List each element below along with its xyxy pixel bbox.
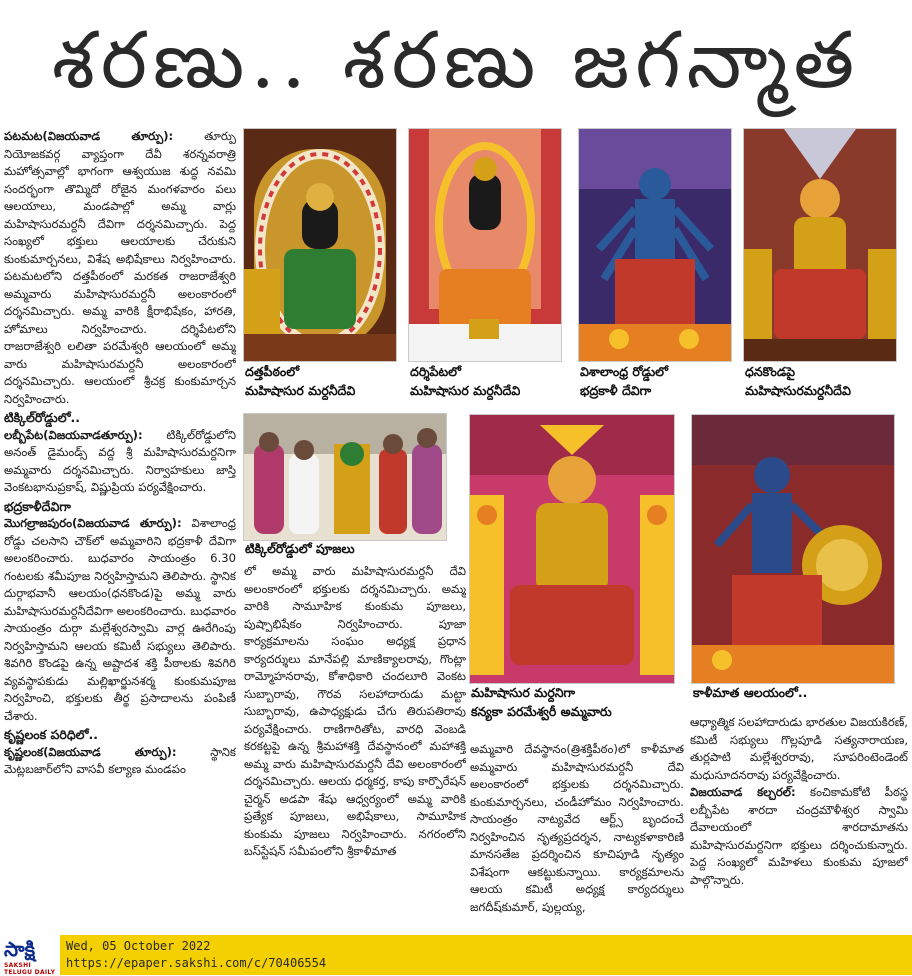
paragraph-text: అమ్మవారి దేవస్థానం(త్రిశక్తిపీఠం)లో కాళీమాత అమ్మవారు మహిషాసురమర్దనీ దేవి అలంకారంలో భక్తులకు దర్శనమిచ్చారు. కుంకుమార్చనలు, చండీహోమం నిర్వహించారు. సాయంత్రం నాట్యవేద ఆర్ట్స్ బృందంచే నిర్వహించిన నృత్యప్రదర్శన, నాట్యకళాకారిణి మానసతేజ ప్రదర్శించిన కూచిపూడి నృత్యం విశేషంగా ఆకట్టుకున్నాయి. కార్యక్రమాలను ఆలయ కమిటీ అధ్యక్ష కార్యదర్శులు జగదీష్‌కుమార్, పుల్లయ్య, xyxy=(470,742,684,914)
dateline: కృష్ణలంక(విజయవాడ తూర్పు): xyxy=(4,744,177,759)
photo-dhanakonda-goddess xyxy=(743,128,897,362)
caption-line: విశాలాంధ్ర రోడ్డులో xyxy=(580,364,669,379)
paragraph-text: లో అమ్మ వారు మహిషాసురమర్దనీ దేవి అలంకారంలో భక్తులకు దర్శనమిచ్చారు. అమ్మ వారికి సామూహిక కుంకుమ పూజలు, పుష్పాభిషేకం నిర్వహించారు. పూజా కార్యక్రమాలను సంఘం అధ్యక్ష ప్రధాన కార్యదర్శులు మానేపల్లి మాణిక్యాలరావు, గొంట్లా రామ్మోహనరావు, కోశాధికారి చందలూరి వెంకట సుబ్బారావు, గౌరవ సలహాదారుడు మట్టా సుబ్బారావు, ఉపాధ్యక్షుడు చేగు తిరుపతిరావు పర్యవేక్షించారు. రాణిగారితోట, వారధి వెంబడి కరకట్టపై ఉన్న శ్రీమహాశక్తి దేవస్థానంలో మహాశక్తి అమ్మ వారు మహిషాసురమర్దనీ దేవి అలంకారంలో దర్శనమిచ్చారు. ఆలయ ధర్మకర్త, కాపు కార్పొరేషన్ చైర్మన్ అడపా శేషు ఆధ్వర్యంలో అమ్మ వారికి ప్రత్యేక పూజలు, అభిషేకాలు, సామూహిక కుంకుమ పూజలు నిర్వహించారు. నగరంలోని బస్‌స్టేషన్ సమీపంలోని శ్రీకాళీమాత xyxy=(244,564,466,858)
photo-kanyaka-parameswari xyxy=(469,414,675,684)
paragraph-text: ఆధ్యాత్మిక సలహాదారుడు భారతుల విజయకిరణ్, కమిటీ సభ్యులు గొల్లపూడి సత్యనారాయణ, తుర్లపాటి మల్లేశ్వరరావు, సూపరింటెండెంట్ మధుసూదనరావు పర్యవేక్షించారు. xyxy=(690,715,908,782)
article-column-2 xyxy=(244,563,466,923)
article-column-3 xyxy=(470,741,684,926)
sakshi-logo xyxy=(0,935,60,975)
photo-caption xyxy=(245,362,395,400)
photo-tikkil-road-puja xyxy=(243,413,447,541)
footer-bar xyxy=(0,935,912,975)
caption-line: టిక్కిల్‌రోడ్డులో పూజలు xyxy=(245,541,355,556)
edition-date: Wed, 05 October 2022 xyxy=(66,939,211,953)
paragraph-text: కంచికామకోటి పీఠస్థ లబ్బీపేట శారదా చంద్రమౌళీశ్వర స్వామి దేవాలయంలో శారదామాతను మహిషాసురమర్దనిగా భక్తులు దర్శించుకున్నారు. పెద్ద సంఖ్యలో మహిళలు కుంకుమ పూజలో పాల్గొన్నారు. xyxy=(690,785,908,887)
article-paragraph xyxy=(4,427,236,497)
caption-line: దర్శిపేటలో xyxy=(410,364,461,379)
photo-kalimatha-temple xyxy=(691,414,895,684)
caption-line: కాళీమాత ఆలయంలో.. xyxy=(693,685,808,700)
photo-caption xyxy=(410,362,560,400)
goddess-image-icon xyxy=(409,129,561,361)
photo-caption xyxy=(693,683,893,702)
paragraph-text: విశాలాంధ్ర రోడ్డు చలసాని చౌక్‌లో అమ్మవారిని భద్రకాళీ దేవిగా అలంకరించారు. బుధవారం సాయంత్రం 6.30 గంటలకు శమీపూజ నిర్వహిస్తామని తెలిపారు. స్థానిక దుర్గాభవానీ ఆలయం(ధనకొండ)పై అమ్మ వారు మహిషాసురమర్దనీదేవిగా అలంకరించారు. బుధవారం సాయంత్రం దుర్గా మల్లేశ్వరస్వామి వార్ల ఊరేగింపు నిర్వహిస్తామని ఆలయ కమిటీ సభ్యులు తెలిపారు. శివగిరి కొండపై ఉన్న అష్టాదశ శక్తి పీఠాలకు శివగిరి వ్యవస్థాపకుడు మల్లిఖార్జునశర్మ కుంకుమపూజ నిర్వహించి, భక్తులకు తీర్థ ప్రసాదాలను పంపిణీ చేశారు. xyxy=(4,516,236,723)
paragraph-text: తూర్పు నియోజకవర్గ వ్యాప్తంగా దేవీ శరన్నవరాత్రి మహోత్సవాల్లో భాగంగా ఆశ్వయుజ శుద్ధ నవమి సందర్భంగా తొమ్మిదో రోజైన మంగళవారం పలు ఆలయాలు, మండపాల్లో అమ్మ వార్లు మహిషాసురమర్దనీ దేవిగా దర్శనమిచ్చారు. పెద్ద సంఖ్యలో భక్తులు ఆలయాలకు చేరుకుని కుంకుమార్చనలు, విశేష అభిషేకాలు నిర్వహించారు. పటమటలోని దత్తపీఠంలో మరకత రాజరాజేశ్వరి అమ్మవారు మహిషాసురమర్దనీ అలంకారంలో దర్శనమిచ్చారు. అమ్మ వారికి క్షీరాభిషేకం, హారతి, హోమాలు నిర్వహించారు. దర్శిపేటలోని రాజరాజేశ్వరి లలితా పరమేశ్వరి ఆలయంలో అమ్మ వారు మహిషాసురమర్దనీ అలంకారంలో దర్శనమిచ్చారు. ఆలయంలో శ్రీచక్ర కుంకుమార్చన నిర్వహించారు. xyxy=(4,129,236,406)
paragraph-text: టిక్కిల్‌రోడ్డులోని అనంత్ డైమండ్స్ వద్ద శ్రీ మహిషాసురమర్దనిగా అమ్మవారు దర్శనమిచ్చారు. నిర్వాహకులు జాస్తి వెంకటభానుప్రకాష్, విష్ణుప్రియ పర్యవేక్షించారు. xyxy=(4,427,236,494)
goddess-image-icon xyxy=(579,129,731,361)
article-paragraph xyxy=(4,744,236,779)
epaper-link[interactable]: https://epaper.sakshi.com/c/70406554 xyxy=(66,956,327,970)
article-paragraph xyxy=(690,784,908,889)
puja-image-icon xyxy=(244,414,446,540)
headline: శరణు.. శరణు జగన్మాత xyxy=(51,16,861,106)
photo-caption xyxy=(580,362,730,400)
photo-caption xyxy=(745,362,905,400)
goddess-image-icon xyxy=(692,415,894,683)
article-column-4 xyxy=(690,714,908,926)
caption-line: మహిషాసుర మర్దనీదేవి xyxy=(410,383,521,398)
logo-text: సాక్షి xyxy=(4,937,36,961)
goddess-image-icon xyxy=(744,129,896,361)
article-paragraph xyxy=(4,515,236,725)
subheading: కృష్ణలంక పరిధిలో.. xyxy=(4,727,98,742)
photo-bhadrakali-goddess xyxy=(578,128,732,362)
caption-line: ధనకొండపై xyxy=(745,364,795,379)
photo-caption xyxy=(245,539,445,558)
caption-line: దత్తపీఠంలో xyxy=(245,364,300,379)
dateline: పటమట(విజయవాడ తూర్పు): xyxy=(4,129,174,143)
photo-darshipeta-goddess xyxy=(408,128,562,362)
caption-line: భద్రకాళీ దేవిగా xyxy=(580,383,652,398)
paragraph-text: స్థానిక మెట్లబజార్‌లోని వాసవీ కల్యాణ మండపం xyxy=(4,744,236,776)
subheading: భద్రకాళీదేవిగా xyxy=(4,498,71,514)
dateline: మొగల్రాజపురం(విజయవాడ తూర్పు): xyxy=(4,516,182,530)
subheading: టిక్కిల్‌రోడ్డులో.. xyxy=(4,410,81,425)
article-paragraph xyxy=(4,128,236,408)
goddess-image-icon xyxy=(244,129,396,361)
goddess-image-icon xyxy=(470,415,674,683)
caption-line: కన్యకా పరమేశ్వరీ అమ్మవారు xyxy=(471,704,612,719)
photo-caption xyxy=(471,683,681,721)
dateline: విజయవాడ కల్చరల్: xyxy=(690,785,796,799)
article-column-1 xyxy=(4,128,236,928)
caption-line: మహిషాసుర మర్దనిగా xyxy=(471,685,576,700)
dateline: లబ్బీపేట(విజయవాడతూర్పు): xyxy=(4,427,143,442)
caption-line: మహిషాసురమర్దనీదేవి xyxy=(745,383,851,398)
logo-subtitle: SAKSHI TELUGU DAILY xyxy=(4,962,56,976)
caption-line: మహిషాసుర మర్దనీదేవి xyxy=(245,383,356,398)
photo-dattapeetham-goddess xyxy=(243,128,397,362)
